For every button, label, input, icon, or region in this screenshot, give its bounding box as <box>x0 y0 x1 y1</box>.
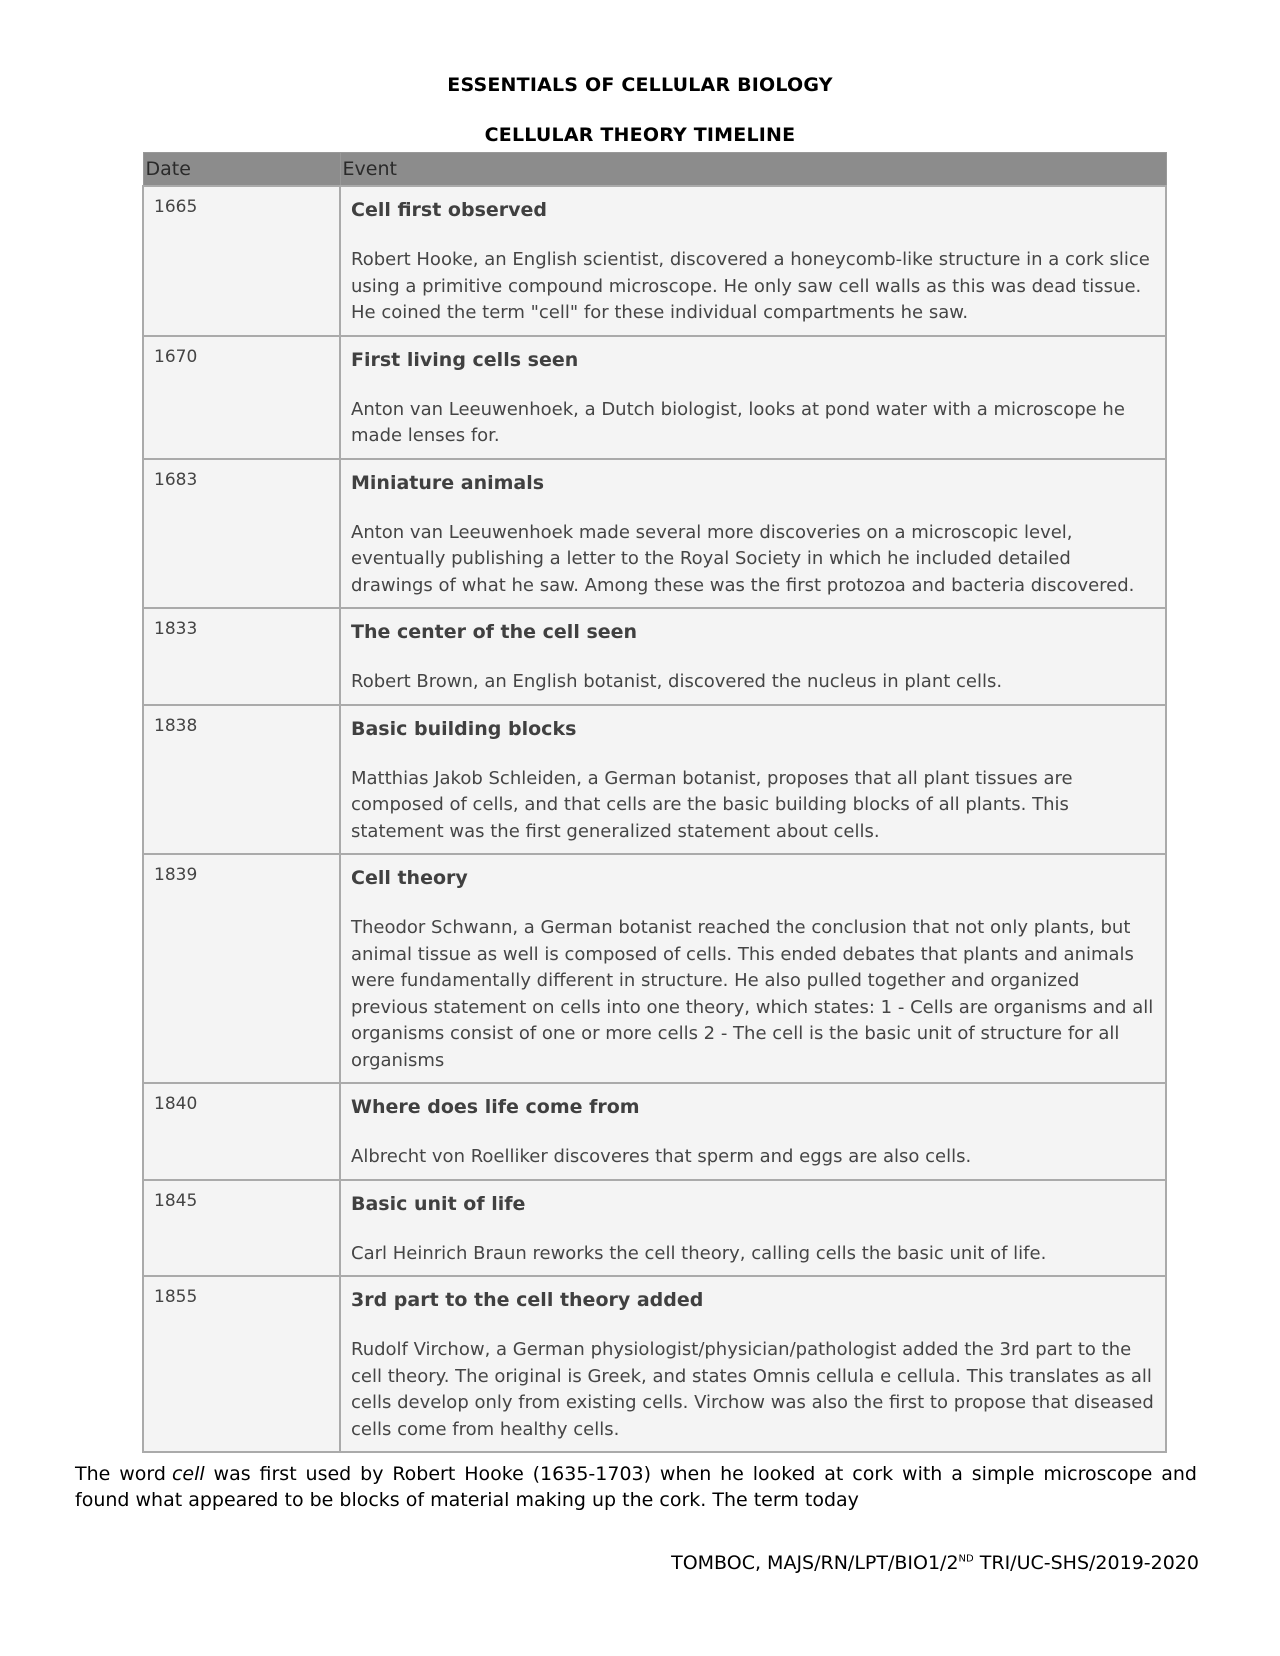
event-description: Robert Brown, an English botanist, discovered the nucleus in plant cells. <box>351 671 1003 692</box>
row-date: 1838 <box>143 705 340 855</box>
footer-superscript: ND <box>958 1553 974 1565</box>
event-title: First living cells seen <box>351 348 579 371</box>
row-event <box>340 459 1166 609</box>
table-row <box>143 1276 1166 1452</box>
table-row <box>143 854 1166 1083</box>
row-date: 1855 <box>143 1276 340 1452</box>
event-description: Anton van Leeuwenhoek made several more discoveries on a microscopic level, eventually publishing a letter to the Royal Society in which he included detailed drawings of what he saw. Among these was the first protozoa and bacteria discovered. <box>351 521 1135 596</box>
event-description: Albrecht von Roelliker discoveres that sperm and eggs are also cells. <box>351 1146 972 1167</box>
table-header-row <box>143 153 1166 187</box>
row-event <box>340 336 1166 459</box>
row-date: 1839 <box>143 854 340 1083</box>
event-title: The center of the cell seen <box>351 621 638 643</box>
row-date: 1670 <box>143 336 340 459</box>
event-description: Theodor Schwann, a German botanist reached the conclusion that not only plants, but animal tissue as well is composed of cells. This ended debates that plants and animals were fundamentally different in structure. He also pulled together and organized previous statement on cells into one theory, which states: 1 - Cells are organisms and all organisms consist of one or more cells 2 - The cell is the basic unit of structure for all organisms <box>351 917 1154 1071</box>
event-title: Basic unit of life <box>351 1192 526 1215</box>
date-column-header: Date <box>143 153 340 187</box>
row-date: 1833 <box>143 608 340 705</box>
table-row <box>143 1180 1166 1277</box>
event-description: Rudolf Virchow, a German physiologist/physician/pathologist added the 3rd part to the cell theory. The original is Greek, and states Omnis cellula e cellula. This translates as all cells develop only from existing cells. Virchow was also the first to propose that diseased cells come from healthy cells. <box>351 1339 1154 1440</box>
row-date: 1665 <box>143 186 340 336</box>
body-paragraph <box>75 1461 1197 1513</box>
paragraph-emphasis: cell <box>171 1463 205 1485</box>
document-title: ESSENTIALS OF CELLULAR BIOLOGY <box>447 74 833 96</box>
footer-main: TOMBOC, MAJS/RN/LPT/BIO1/2 <box>671 1552 959 1574</box>
paragraph-text: was first used by Robert Hooke (1635-1703) when he looked at cork with a simple microscope and found what appeared to be blocks of material making up the cork. The term today <box>75 1463 1197 1511</box>
row-event <box>340 854 1166 1083</box>
row-event <box>340 1180 1166 1277</box>
row-event <box>340 1083 1166 1180</box>
table-row <box>143 1083 1166 1180</box>
footer-note <box>671 1552 1199 1574</box>
event-title: Cell theory <box>351 867 468 889</box>
table-row <box>143 705 1166 855</box>
document-subtitle: CELLULAR THEORY TIMELINE <box>484 124 796 146</box>
event-title: Miniature animals <box>351 471 545 494</box>
table-row <box>143 186 1166 336</box>
event-title: Basic building blocks <box>351 717 577 740</box>
event-description: Robert Hooke, an English scientist, discovered a honeycomb-like structure in a cork slice using a primitive compound microscope. He only saw cell walls as this was dead tissue. He coined the term "cell" for these individual compartments he saw. <box>351 249 1150 323</box>
table-row <box>143 608 1166 705</box>
event-description: Anton van Leeuwenhoek, a Dutch biologist, looks at pond water with a microscope he made lenses for. <box>351 398 1125 446</box>
row-event <box>340 1276 1166 1452</box>
table-row <box>143 336 1166 459</box>
row-event <box>340 186 1166 336</box>
event-description: Matthias Jakob Schleiden, a German botanist, proposes that all plant tissues are composed of cells, and that cells are the basic building blocks of all plants. This statement was the first generalized statement about cells. <box>351 767 1073 842</box>
row-date: 1840 <box>143 1083 340 1180</box>
row-event <box>340 608 1166 705</box>
table-row <box>143 459 1166 609</box>
row-event <box>340 705 1166 855</box>
footer-tail: TRI/UC-SHS/2019-2020 <box>973 1552 1199 1574</box>
event-description: Carl Heinrich Braun reworks the cell theory, calling cells the basic unit of life. <box>351 1242 1047 1264</box>
event-title: Cell first observed <box>351 199 548 221</box>
row-date: 1683 <box>143 459 340 609</box>
event-title: 3rd part to the cell theory added <box>351 1289 704 1311</box>
timeline-table <box>142 152 1167 1453</box>
paragraph-prefix: The word <box>75 1463 166 1485</box>
row-date: 1845 <box>143 1180 340 1277</box>
event-title: Where does life come from <box>351 1096 640 1118</box>
event-column-header: Event <box>340 153 1166 187</box>
